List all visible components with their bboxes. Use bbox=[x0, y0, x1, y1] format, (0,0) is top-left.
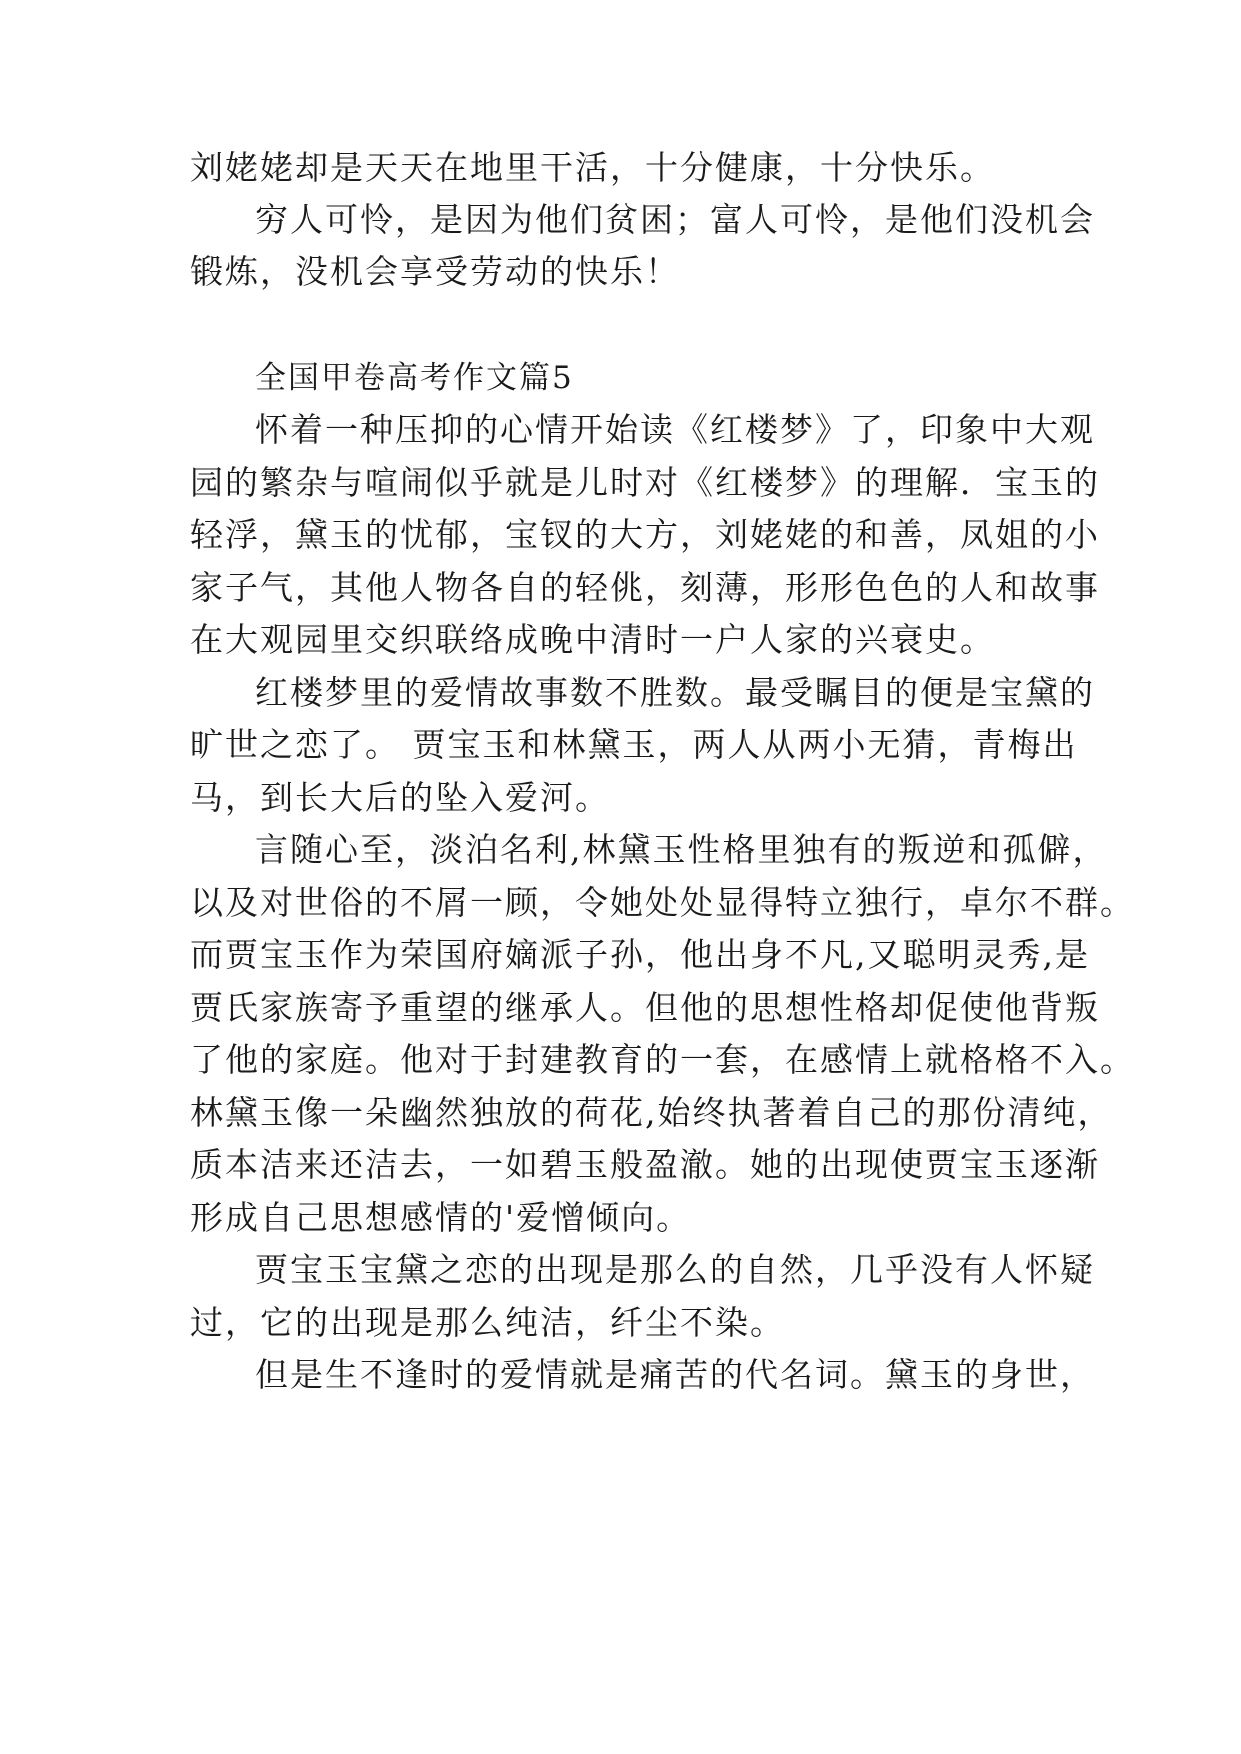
text-line: 贾氏家族寄予重望的继承人。但他的思想性格却促使他背叛 bbox=[190, 988, 1100, 1027]
text-line: 怀着一种压抑的心情开始读《红楼梦》了，印象中大观 bbox=[255, 410, 1095, 449]
text-line: 而贾宝玉作为荣国府嫡派子孙，他出身不凡,又聪明灵秀,是 bbox=[190, 935, 1090, 974]
section-heading: 全国甲卷高考作文篇5 bbox=[255, 360, 574, 396]
text-line: 形成自己思想感情的'爱憎倾向。 bbox=[190, 1198, 692, 1237]
text-line: 轻浮，黛玉的忧郁，宝钗的大方，刘姥姥的和善，凤姐的小 bbox=[190, 515, 1100, 554]
text-line: 锻炼，没机会享受劳动的快乐！ bbox=[190, 252, 680, 291]
text-line: 穷人可怜，是因为他们贫困；富人可怜，是他们没机会 bbox=[255, 200, 1095, 239]
text-line: 林黛玉像一朵幽然独放的荷花,始终执著着自己的那份清纯， bbox=[190, 1093, 1113, 1132]
text-line: 以及对世俗的不屑一顾，令她处处显得特立独行，卓尔不群。 bbox=[190, 883, 1135, 922]
text-line: 马，到长大后的坠入爱河。 bbox=[190, 778, 610, 817]
text-line: 言随心至，淡泊名利,林黛玉性格里独有的叛逆和孤僻， bbox=[255, 830, 1108, 869]
text-line: 家子气，其他人物各自的轻佻，刻薄，形形色色的人和故事 bbox=[190, 568, 1100, 607]
text-line: 质本洁来还洁去，一如碧玉般盈澈。她的出现使贾宝玉逐渐 bbox=[190, 1145, 1100, 1184]
text-line: 旷世之恋了。 贾宝玉和林黛玉，两人从两小无猜，青梅出 bbox=[190, 725, 1078, 764]
text-line: 过，它的出现是那么纯洁，纤尘不染。 bbox=[190, 1303, 785, 1342]
text-line: 红楼梦里的爱情故事数不胜数。最受瞩目的便是宝黛的 bbox=[255, 673, 1095, 712]
text-line: 贾宝玉宝黛之恋的出现是那么的自然，几乎没有人怀疑 bbox=[255, 1250, 1095, 1289]
text-line: 刘姥姥却是天天在地里干活，十分健康，十分快乐。 bbox=[190, 148, 995, 187]
text-line: 在大观园里交织联络成晚中清时一户人家的兴衰史。 bbox=[190, 620, 995, 659]
text-line: 但是生不逢时的爱情就是痛苦的代名词。黛玉的身世， bbox=[255, 1355, 1095, 1394]
text-line: 园的繁杂与喧闹似乎就是儿时对《红楼梦》的理解．宝玉的 bbox=[190, 463, 1100, 502]
text-line: 了他的家庭。他对于封建教育的一套，在感情上就格格不入。 bbox=[190, 1040, 1135, 1079]
